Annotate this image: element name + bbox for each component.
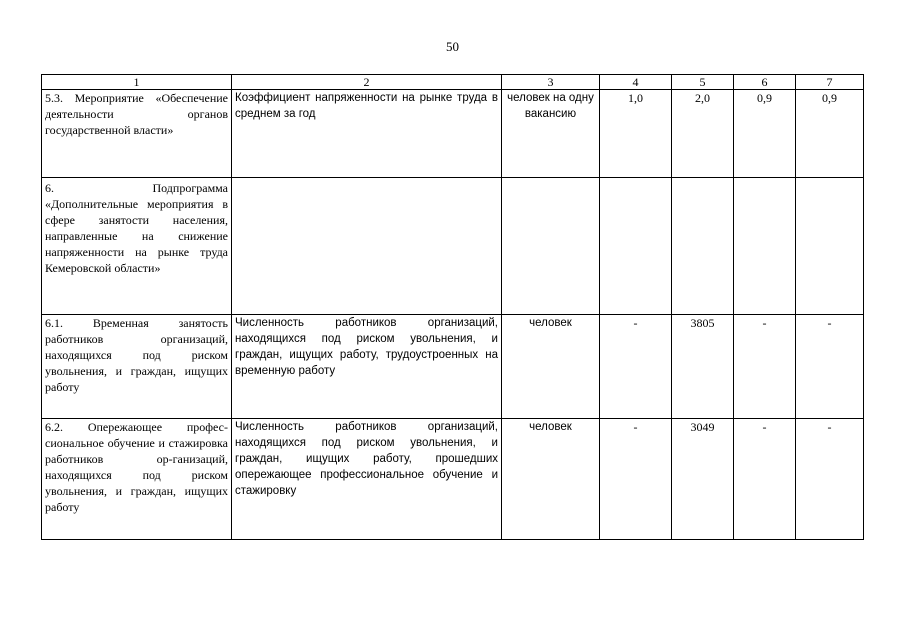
indicators-table	[41, 74, 864, 540]
activity-cell: 5.3. Мероприятие «Обеспечение деятельности органов государственной власти»	[42, 90, 232, 178]
header-cell: 2	[232, 75, 502, 90]
value-cell	[672, 178, 734, 315]
table-row	[42, 419, 864, 540]
header-cell: 4	[600, 75, 672, 90]
value-cell	[796, 178, 864, 315]
value-cell: 0,9	[734, 90, 796, 178]
table-header-row	[42, 75, 864, 90]
indicator-cell: Коэффициент напряженности на рынке труда в среднем за год	[232, 90, 502, 178]
indicator-cell: Численность работников организаций, находящихся под риском увольнения, и граждан, ищущих работу, прошедших опережающее профессиональное обучение и стажировку	[232, 419, 502, 540]
header-cell: 1	[42, 75, 232, 90]
table-row	[42, 90, 864, 178]
value-cell: 1,0	[600, 90, 672, 178]
header-cell: 3	[502, 75, 600, 90]
unit-cell	[502, 178, 600, 315]
unit-cell: человек на одну вакансию	[502, 90, 600, 178]
value-cell: -	[600, 419, 672, 540]
value-cell: 3049	[672, 419, 734, 540]
header-cell: 7	[796, 75, 864, 90]
table-row	[42, 315, 864, 419]
value-cell: 0,9	[796, 90, 864, 178]
unit-cell: человек	[502, 315, 600, 419]
value-cell: 2,0	[672, 90, 734, 178]
activity-cell: 6.1. Временная занятость работников организаций, находящихся под риском увольнения, и граждан, ищущих работу	[42, 315, 232, 419]
header-cell: 5	[672, 75, 734, 90]
value-cell	[600, 178, 672, 315]
unit-cell: человек	[502, 419, 600, 540]
value-cell: -	[734, 315, 796, 419]
value-cell	[734, 178, 796, 315]
value-cell: -	[796, 315, 864, 419]
value-cell: -	[796, 419, 864, 540]
page-number: 50	[446, 39, 459, 54]
value-cell: -	[600, 315, 672, 419]
table-row	[42, 178, 864, 315]
value-cell: 3805	[672, 315, 734, 419]
activity-cell: 6.2. Опережающее профес-сиональное обучение и стажировка работников ор-ганизаций, находящихся под риском увольнения, и граждан, ищущих работу	[42, 419, 232, 540]
activity-cell: 6. Подпрограмма «Дополнительные мероприятия в сфере занятости населения, направленные на снижение напряженности на рынке труда Кемеровской области»	[42, 178, 232, 315]
value-cell: -	[734, 419, 796, 540]
indicator-cell	[232, 178, 502, 315]
indicator-cell: Численность работников организаций, находящихся под риском увольнения, и граждан, ищущих работу, трудоустроенных на временную работу	[232, 315, 502, 419]
header-cell: 6	[734, 75, 796, 90]
